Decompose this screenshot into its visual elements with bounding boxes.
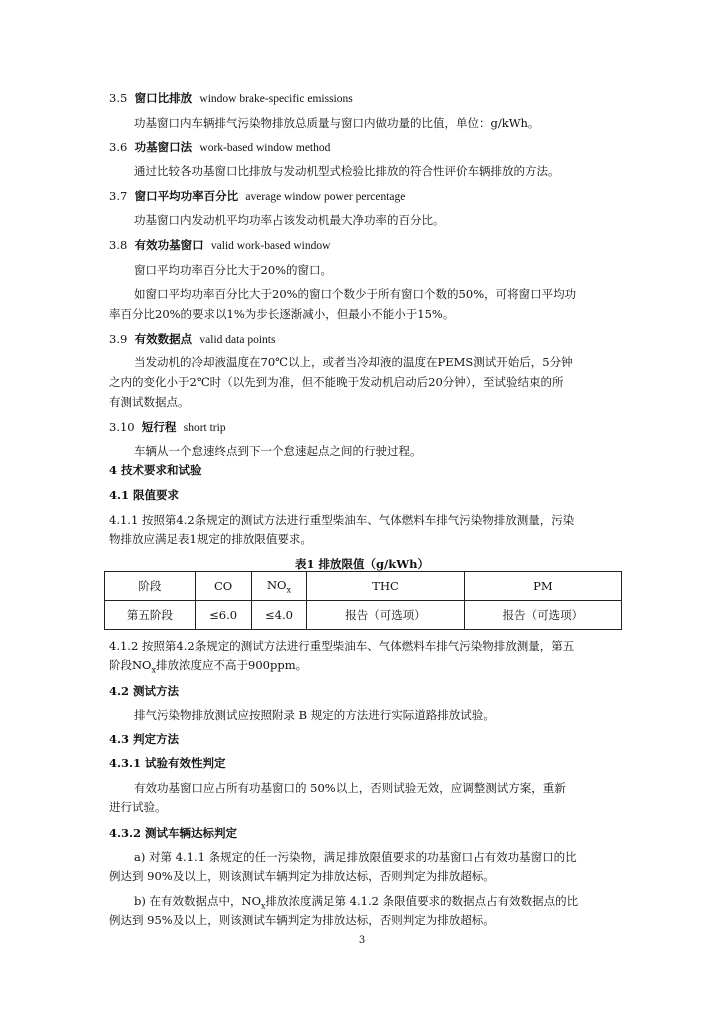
term-en: short trip	[183, 422, 226, 434]
term-zh: 窗口平均功率百分比	[134, 189, 239, 203]
section-4-3-heading: 4.3 判定方法	[109, 732, 180, 746]
section-4-3-2-b-line1: b) 在有效数据点中，$NO_x$排放浓度满足第 4.1.2 条限值要求的数据点占有效数据点的比	[134, 894, 579, 911]
section-3-8-heading	[109, 237, 330, 254]
term-zh: 有效数据点	[134, 332, 193, 346]
term-zh: 功基窗口法	[134, 140, 193, 154]
table-row	[105, 601, 622, 630]
section-4-3-1-line2: 进行试验。	[109, 800, 167, 814]
emission-limits-table	[104, 571, 622, 630]
section-3-6-heading	[109, 139, 330, 156]
page-number: 3	[358, 935, 366, 946]
section-4-3-1-line1: 有效功基窗口应占所有功基窗口的 50%以上，否则试验无效，应调整测试方案，重新	[134, 781, 566, 795]
section-3-5-heading	[109, 90, 353, 107]
section-4-3-2-a-line2: 例达到 90%及以上，则该测试车辆判定为排放达标，否则判定为排放超标。	[109, 869, 495, 883]
section-number: 3.10	[109, 420, 135, 434]
section-3-8-definition: 窗口平均功率百分比大于20%的窗口。	[134, 263, 333, 277]
section-4-3-1-heading: 4.3.1 试验有效性判定	[109, 756, 226, 770]
section-4-3-2-b-line2: 例达到 95%及以上，则该测试车辆判定为排放达标，否则判定为排放超标。	[109, 913, 495, 927]
section-3-5-definition: 功基窗口内车辆排气污染物排放总质量与窗口内做功量的比值，单位：g/kWh。	[134, 116, 540, 130]
section-4-3-2-heading: 4.3.2 测试车辆达标判定	[109, 826, 238, 840]
term-en: average window power percentage	[245, 191, 406, 203]
section-number: 3.7	[109, 189, 128, 203]
cell-nox: ≤4.0	[251, 601, 307, 630]
section-3-9-line2: 之内的变化小于2℃时（以先到为准，但不能晚于发动机启动后20分钟），至试验结束的所	[109, 375, 564, 389]
section-number: 3.5	[109, 91, 128, 105]
term-en: valid data points	[199, 334, 276, 346]
section-3-10-heading	[109, 419, 226, 436]
section-4-2-heading: 4.2 测试方法	[109, 684, 180, 698]
section-3-6-definition: 通过比较各功基窗口比排放与发动机型式检验比排放的符合性评价车辆排放的方法。	[134, 164, 560, 178]
table-1-caption: 表1 排放限值（g/kWh）	[295, 557, 429, 571]
term-en: window brake-specific emissions	[199, 93, 353, 105]
term-zh: 短行程	[141, 420, 177, 434]
cell-co: ≤6.0	[195, 601, 251, 630]
section-number: 3.8	[109, 238, 128, 252]
term-zh: 窗口比排放	[134, 91, 193, 105]
header-thc: THC	[307, 572, 464, 601]
table-header-row	[105, 572, 622, 601]
section-4-3-2-a-line1: a) 对第 4.1.1 条规定的任一污染物，满足排放限值要求的功基窗口占有效功基窗口的比	[134, 850, 577, 864]
term-en: work-based window method	[199, 142, 331, 154]
header-pm: PM	[464, 572, 621, 601]
term-zh: 有效功基窗口	[134, 238, 204, 252]
header-stage: 阶段	[105, 572, 196, 601]
term-en: valid work-based window	[210, 240, 331, 252]
section-3-9-line1: 当发动机的冷却液温度在70℃以上，或者当冷却液的温度在PEMS测试开始后，5分钟	[134, 355, 573, 369]
section-4-1-1-line1: 4.1.1 按照第4.2条规定的测试方法进行重型柴油车、气体燃料车排气污染物排放测量，污染	[109, 513, 575, 527]
section-number: 3.6	[109, 140, 128, 154]
cell-pm: 报告（可选项）	[464, 601, 621, 630]
chapter-4-heading: 4 技术要求和试验	[109, 463, 202, 477]
section-3-9-line3: 有测试数据点。	[109, 395, 190, 409]
cell-thc: 报告（可选项）	[307, 601, 464, 630]
section-3-9-heading	[109, 331, 275, 348]
section-4-1-2-line2: 阶段$NO_x$排放浓度应不高于900ppm。	[109, 658, 308, 675]
header-nox: $NO_x$	[251, 572, 307, 601]
section-3-10-definition: 车辆从一个怠速终点到下一个怠速起点之间的行驶过程。	[134, 444, 422, 458]
section-3-7-heading	[109, 188, 405, 205]
section-number: 3.9	[109, 332, 128, 346]
section-4-2-body: 排气污染物排放测试应按照附录 B 规定的方法进行实际道路排放试验。	[134, 708, 495, 722]
section-3-8-note-line2: 率百分比20%的要求以1%为步长逐渐减小，但最小不能小于15%。	[109, 307, 455, 321]
cell-stage: 第五阶段	[105, 601, 196, 630]
section-3-8-note-line1: 如窗口平均功率百分比大于20%的窗口个数少于所有窗口个数的50%，可将窗口平均功	[134, 287, 577, 301]
section-4-1-heading: 4.1 限值要求	[109, 488, 180, 502]
section-4-1-1-line2: 物排放应满足表1规定的排放限值要求。	[109, 532, 312, 546]
section-4-1-2-line1: 4.1.2 按照第4.2条规定的测试方法进行重型柴油车、气体燃料车排气污染物排放测量，第五	[109, 639, 575, 653]
header-co: CO	[195, 572, 251, 601]
section-3-7-definition: 功基窗口内发动机平均功率占该发动机最大净功率的百分比。	[134, 213, 445, 227]
